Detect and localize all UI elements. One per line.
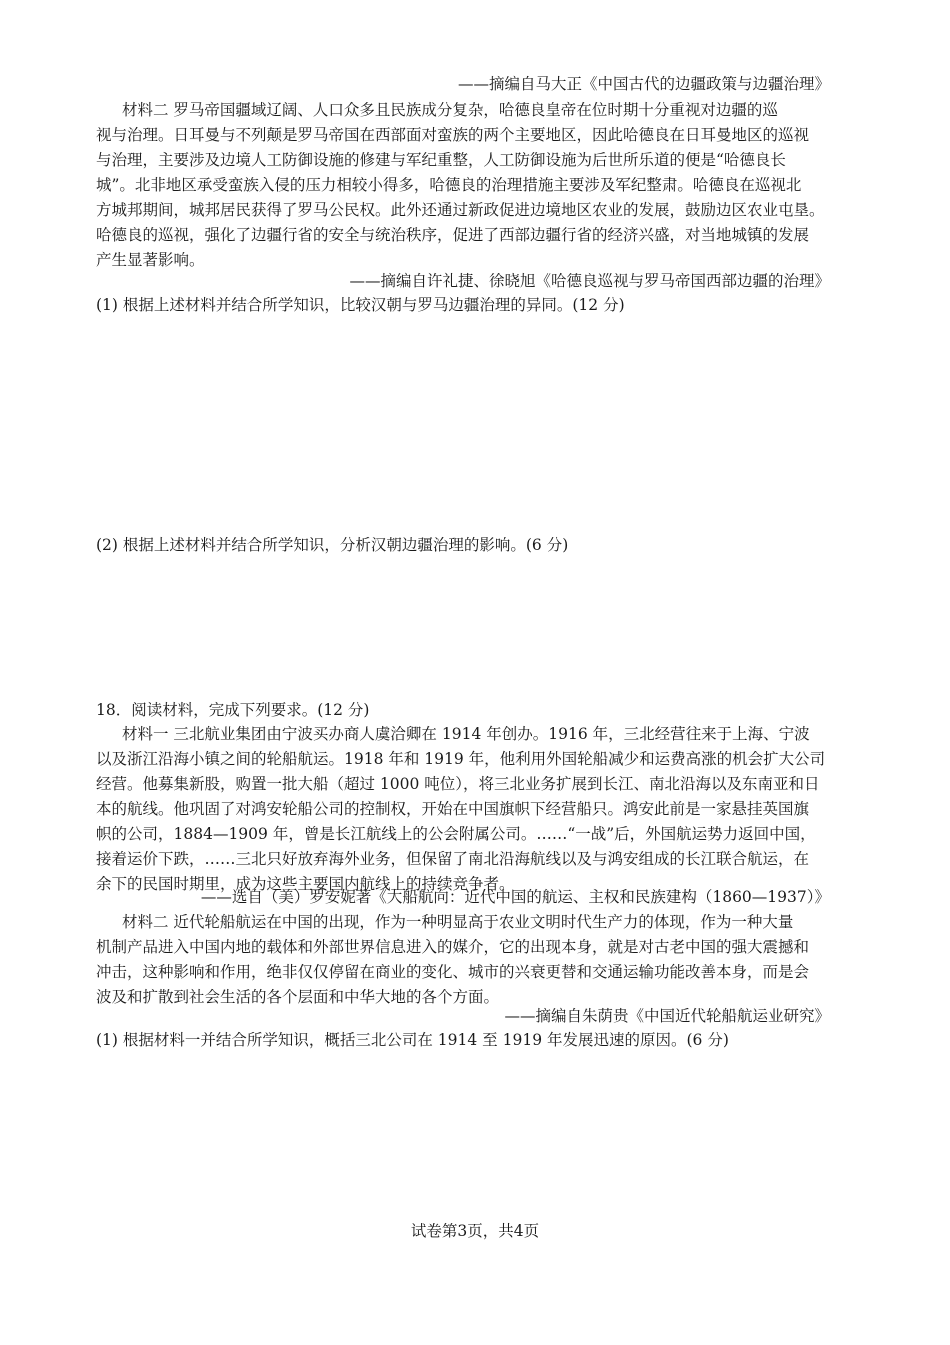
paragraph-line: 材料二 罗马帝国疆域辽阔、人口众多且民族成分复杂，哈德良皇帝在位时期十分重视对边疆的巡 xyxy=(122,101,778,119)
source-citation: ——选自（美）罗安妮著《大船航向：近代中国的航运、主权和民族建构（1860—1937）》 xyxy=(200,888,830,906)
paragraph-line: 冲击，这种影响和作用，绝非仅仅停留在商业的变化、城市的兴衰更替和交通运输功能改善本身，而是会 xyxy=(96,963,810,981)
paragraph-line: 波及和扩散到社会生活的各个层面和中华大地的各个方面。 xyxy=(96,988,500,1006)
question-heading: 18．阅读材料，完成下列要求。(12 分) xyxy=(96,701,370,719)
source-citation: ——摘编自马大正《中国古代的边疆政策与边疆治理》 xyxy=(457,75,830,93)
paragraph-line: 视与治理。日耳曼与不列颠是罗马帝国在西部面对蛮族的两个主要地区，因此哈德良在日耳曼地区的巡视 xyxy=(96,126,810,144)
question-1: (1) 根据上述材料并结合所学知识，比较汉朝与罗马边疆治理的异同。(12 分) xyxy=(96,296,625,314)
question-1: (1) 根据材料一并结合所学知识，概括三北公司在 1914 至 1919 年发展迅速的原因。(6 分) xyxy=(96,1031,729,1049)
page-footer: 试卷第3页，共4页 xyxy=(410,1222,540,1240)
paragraph-line: 方城邦期间，城邦居民获得了罗马公民权。此外还通过新政促进边境地区农业的发展，鼓励边区农业屯垦。 xyxy=(96,201,825,219)
paragraph-line: 与治理，主要涉及边境人工防御设施的修建与军纪重整，人工防御设施为后世所乐道的便是“哈德良长 xyxy=(96,151,786,169)
paragraph-line: 帜的公司，1884—1909 年，曾是长江航线上的公会附属公司。……“一战”后，外国航运势力返回中国， xyxy=(96,825,816,843)
paragraph-line: 机制产品进入中国内地的载体和外部世界信息进入的媒介，它的出现本身，就是对古老中国的强大震撼和 xyxy=(96,938,810,956)
paragraph-line: 余下的民国时期里，成为这些主要国内航线上的持续竞争者。 xyxy=(96,875,515,893)
paragraph-line: 材料二 近代轮船航运在中国的出现，作为一种明显高于农业文明时代生产力的体现，作为一种大量 xyxy=(122,913,794,931)
question-2: (2) 根据上述材料并结合所学知识，分析汉朝边疆治理的影响。(6 分) xyxy=(96,536,569,554)
paragraph-line: 材料一 三北航业集团由宁波买办商人虞洽卿在 1914 年创办。1916 年，三北经营往来于上海、宁波 xyxy=(122,725,810,743)
paragraph-line: 产生显著影响。 xyxy=(96,251,205,269)
source-citation: ——摘编自朱荫贵《中国近代轮船航运业研究》 xyxy=(504,1007,830,1025)
paragraph-line: 以及浙江沿海小镇之间的轮船航运。1918 年和 1919 年，他利用外国轮船减少和运费高涨的机会扩大公司 xyxy=(96,750,826,768)
paragraph-line: 接着运价下跌，……三北只好放弃海外业务，但保留了南北沿海航线以及与鸿安组成的长江联合航运，在 xyxy=(96,850,810,868)
paragraph-line: 本的航线。他巩固了对鸿安轮船公司的控制权，开始在中国旗帜下经营船只。鸿安此前是一家悬挂英国旗 xyxy=(96,800,810,818)
paragraph-line: 经营。他募集新股，购置一批大船（超过 1000 吨位），将三北业务扩展到长江、南北沿海以及东南亚和日 xyxy=(96,775,820,793)
paragraph-line: 哈德良的巡视，强化了边疆行省的安全与统治秩序，促进了西部边疆行省的经济兴盛，对当地城镇的发展 xyxy=(96,226,810,244)
source-citation: ——摘编自许礼捷、徐晓旭《哈德良巡视与罗马帝国西部边疆的治理》 xyxy=(349,272,830,290)
paragraph-line: 城”。北非地区承受蛮族入侵的压力相较小得多，哈德良的治理措施主要涉及军纪整肃。哈德良在巡视北 xyxy=(96,176,802,194)
